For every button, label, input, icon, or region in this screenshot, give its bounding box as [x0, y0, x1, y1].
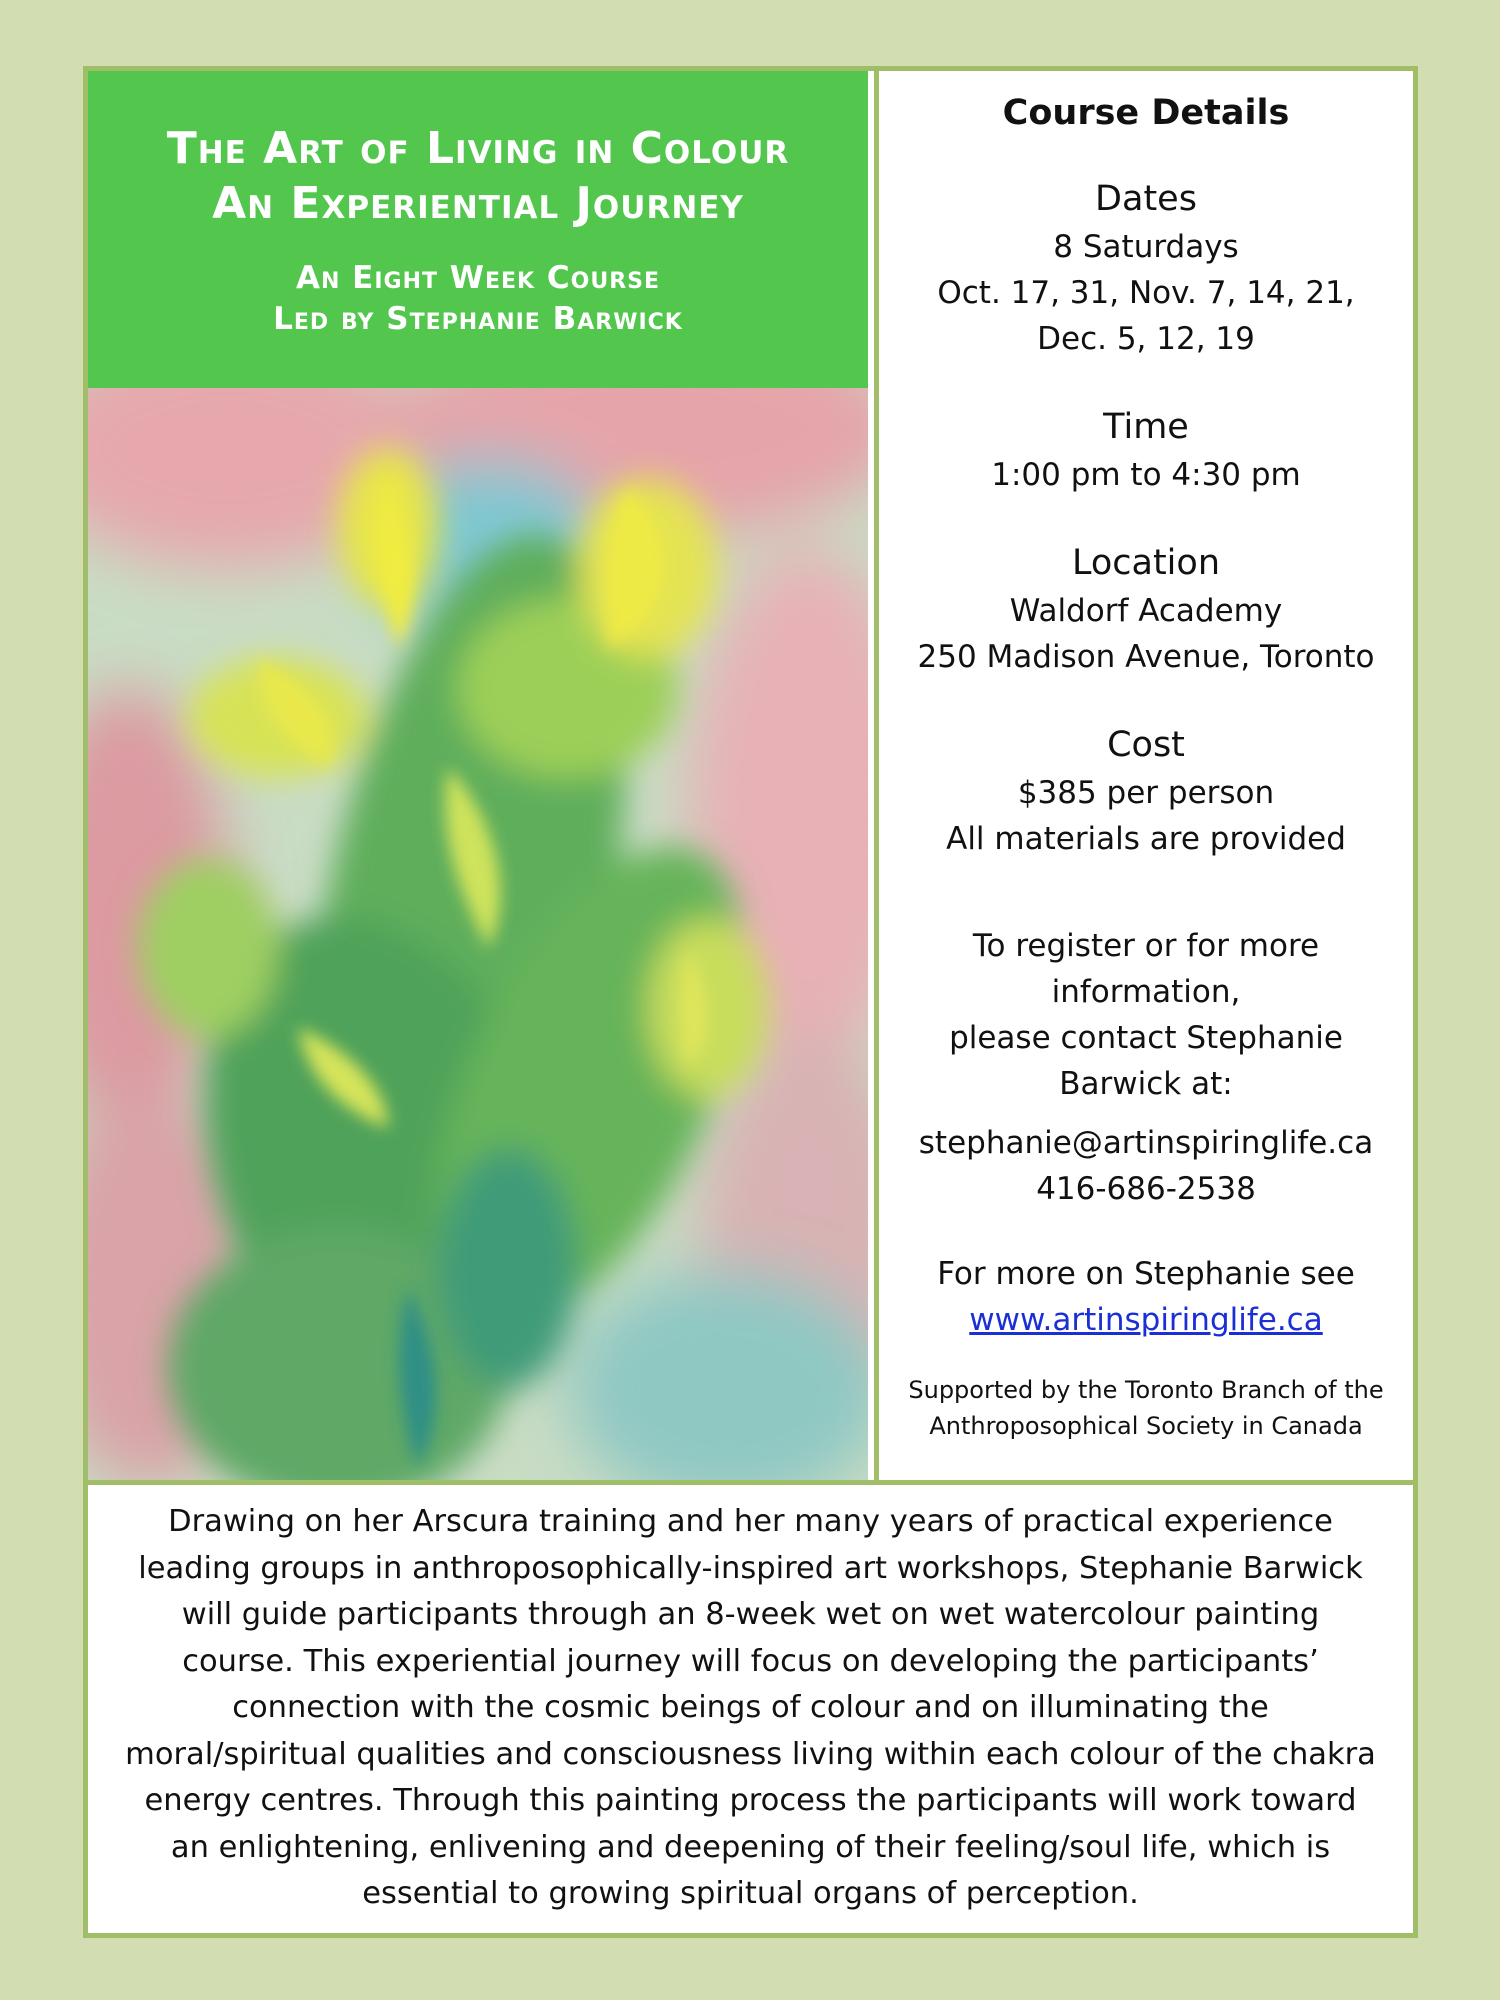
- description-line: essential to growing spiritual organs of perception.: [362, 1876, 1139, 1911]
- support-line: Anthroposophical Society in Canada: [929, 1412, 1363, 1440]
- description-line: an enlightening, enlivening and deepening of their feeling/soul life, which is: [170, 1829, 1331, 1865]
- course-details-panel: [874, 71, 1413, 1480]
- dates-line: Dec. 5, 12, 19: [1037, 321, 1255, 357]
- register-line: Barwick at:: [1059, 1066, 1233, 1102]
- register-line: please contact Stephanie: [949, 1020, 1343, 1056]
- description-line: will guide participants through an 8-week wet on wet watercolour painting: [181, 1597, 1320, 1632]
- more-info-block: [879, 1251, 1413, 1343]
- time-label: Time: [1103, 407, 1189, 447]
- time-block: [879, 402, 1413, 498]
- register-line: To register or for more: [972, 928, 1320, 964]
- location-label: Location: [1071, 543, 1221, 583]
- title-line-1: The Art of Living in Colour: [166, 123, 790, 174]
- register-line: information,: [1051, 974, 1241, 1010]
- course-details-heading: Course Details: [1002, 93, 1290, 133]
- subtitle-line-2: Led by Stephanie Barwick: [273, 301, 683, 337]
- dates-line: 8 Saturdays: [1053, 229, 1239, 265]
- dates-label: Dates: [1095, 179, 1197, 219]
- watercolour-painting-art: [88, 388, 868, 1482]
- cost-label: Cost: [1107, 725, 1185, 765]
- subtitle-line-1: An Eight Week Course: [295, 260, 661, 296]
- description-line: energy centres. Through this painting process the participants will work toward: [144, 1783, 1357, 1818]
- dates-line: Oct. 17, 31, Nov. 7, 14, 21,: [937, 275, 1355, 311]
- description-line: connection with the cosmic beings of colour and on illuminating the: [232, 1690, 1269, 1725]
- support-block: [879, 1372, 1413, 1444]
- cost-block: [879, 720, 1413, 862]
- cost-line: All materials are provided: [946, 821, 1346, 857]
- contact-email: stephanie@artinspiringlife.ca: [918, 1125, 1374, 1161]
- watercolour-painting: [88, 388, 868, 1482]
- dates-block: [879, 174, 1413, 362]
- time-value: 1:00 pm to 4:30 pm: [991, 457, 1301, 493]
- description-line: moral/spiritual qualities and consciousness living within each colour of the chakra: [125, 1736, 1376, 1772]
- location-block: [879, 538, 1413, 680]
- location-line: 250 Madison Avenue, Toronto: [917, 639, 1375, 675]
- location-line: Waldorf Academy: [1009, 593, 1283, 629]
- cost-line: $385 per person: [1017, 775, 1275, 811]
- support-line: Supported by the Toronto Branch of the: [908, 1376, 1384, 1404]
- course-description: [88, 1480, 1413, 1933]
- contact-phone: 416-686-2538: [1036, 1171, 1256, 1207]
- contact-block: [879, 1120, 1413, 1212]
- description-line: leading groups in anthroposophically-inspired art workshops, Stephanie Barwick: [138, 1550, 1363, 1586]
- website-link[interactable]: www.artinspiringlife.ca: [969, 1302, 1323, 1338]
- title-line-2: An Experiential Journey: [212, 178, 744, 229]
- flyer-frame: [83, 66, 1418, 1938]
- title-banner: [88, 71, 868, 388]
- more-info-text: For more on Stephanie see: [937, 1256, 1355, 1292]
- description-line: Drawing on her Arscura training and her many years of practical experience: [168, 1504, 1333, 1539]
- register-block: [879, 923, 1413, 1107]
- description-line: course. This experiential journey will focus on developing the participants’: [182, 1643, 1319, 1679]
